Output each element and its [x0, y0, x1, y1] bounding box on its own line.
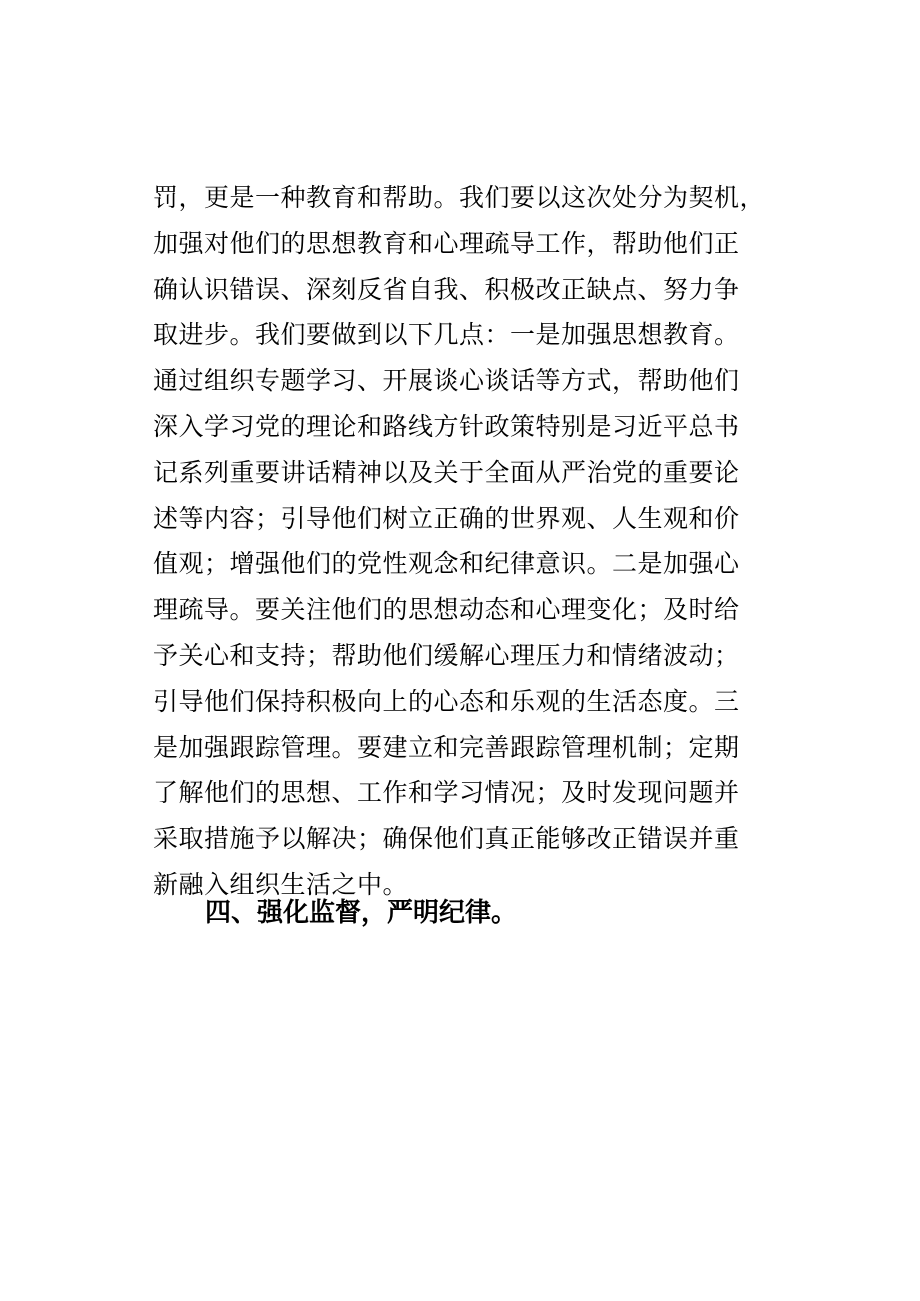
paragraph-line: 引导他们保持积极向上的心态和乐观的生活态度。三	[153, 686, 740, 716]
paragraph-line: 予关心和支持；帮助他们缓解心理压力和情绪波动；	[153, 640, 740, 670]
paragraph-line: 深入学习党的理论和路线方针政策特别是习近平总书	[153, 411, 740, 441]
paragraph-line: 取进步。我们要做到以下几点：一是加强思想教育。	[153, 320, 740, 350]
paragraph-line: 述等内容；引导他们树立正确的世界观、人生观和价	[153, 503, 740, 533]
paragraph-line: 确认识错误、深刻反省自我、积极改正缺点、努力争	[153, 274, 740, 304]
paragraph-line: 值观；增强他们的党性观念和纪律意识。二是加强心	[153, 549, 740, 579]
paragraph-line: 理疏导。要关注他们的思想动态和心理变化；及时给	[153, 595, 740, 625]
paragraph-line: 记系列重要讲话精神以及关于全面从严治党的重要论	[153, 457, 740, 487]
paragraph-line: 通过组织专题学习、开展谈心谈话等方式，帮助他们	[153, 366, 740, 396]
paragraph-line: 了解他们的思想、工作和学习情况；及时发现问题并	[153, 778, 740, 808]
body-paragraph	[153, 175, 773, 908]
paragraph-line: 加强对他们的思想教育和心理疏导工作，帮助他们正	[153, 228, 740, 258]
paragraph-line: 采取措施予以解决；确保他们真正能够改正错误并重	[153, 824, 740, 854]
paragraph-line: 新融入组织生活之中。	[153, 869, 409, 899]
paragraph-line: 罚，更是一种教育和帮助。我们要以这次处分为契机，	[153, 183, 766, 212]
paragraph-line: 是加强跟踪管理。要建立和完善跟踪管理机制；定期	[153, 732, 740, 762]
section-heading: 四、强化监督，严明纪律。	[205, 898, 518, 928]
